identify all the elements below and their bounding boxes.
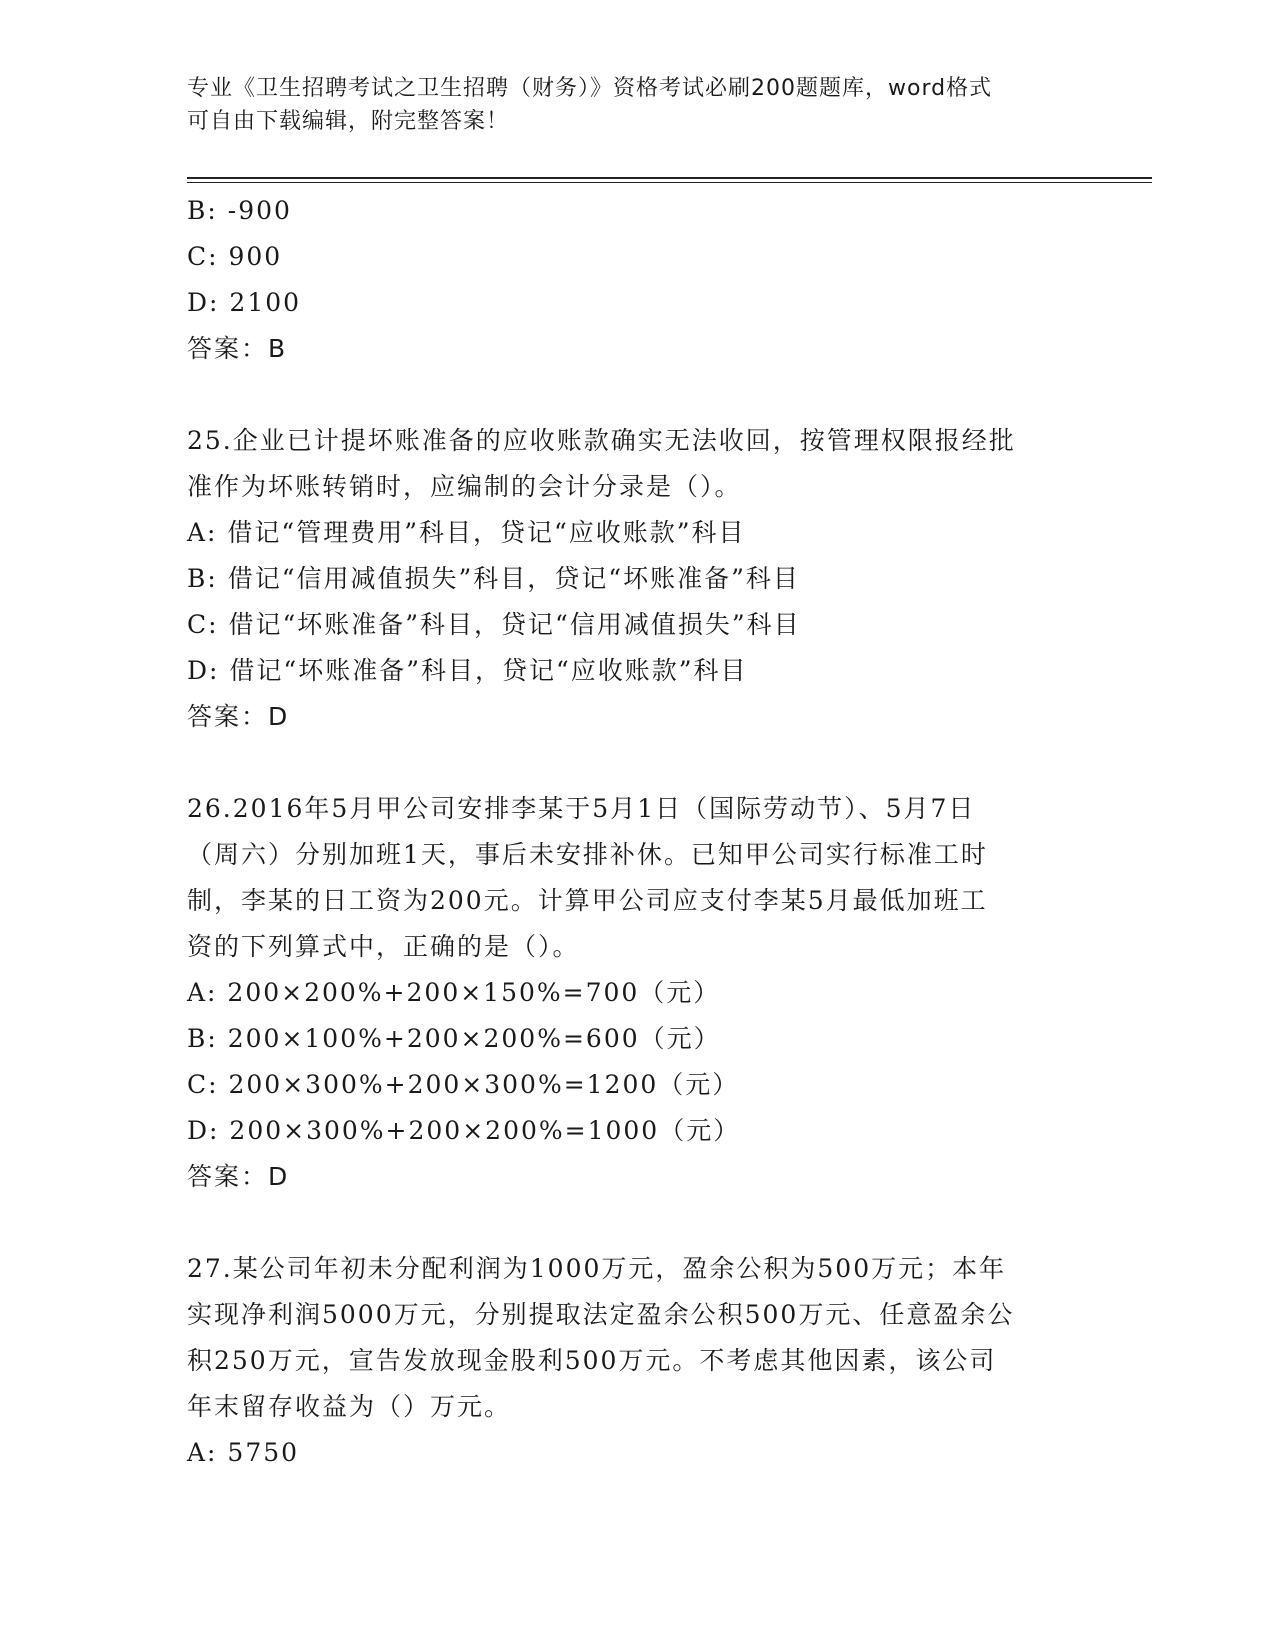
option-c: C: 200×300%+200×300%=1200（元）	[187, 1070, 740, 1099]
option-a: A: 借记“管理费用”科目，贷记“应收账款”科目	[187, 518, 746, 547]
option-d: D: 2100	[187, 288, 302, 317]
answer-line: 答案：D	[187, 1162, 290, 1191]
header-divider-thick	[187, 177, 1152, 179]
question-text-line: 制，李某的日工资为200元。计算甲公司应支付李某5月最低加班工	[187, 886, 988, 915]
question-text-line: 准作为坏账转销时，应编制的会计分录是（）。	[187, 472, 742, 501]
header-line-2: 可自由下载编辑，附完整答案！	[187, 109, 510, 134]
option-b: B: -900	[187, 196, 292, 225]
answer-line: 答案：B	[187, 334, 288, 363]
option-b: B: 借记“信用减值损失”科目，贷记“坏账准备”科目	[187, 564, 800, 593]
question-text-line: 26.2016年5月甲公司安排李某于5月1日（国际劳动节）、5月7日	[187, 794, 976, 823]
question-content	[187, 188, 1087, 1476]
header-line-1: 专业《卫生招聘考试之卫生招聘（财务）》资格考试必刷200题题库，word格式	[187, 76, 993, 101]
question-text-line: （周六）分别加班1天，事后未安排补休。已知甲公司实行标准工时	[187, 840, 988, 869]
header-divider-thin	[187, 182, 1152, 183]
question-25	[187, 418, 1087, 740]
question-text-line: 年末留存收益为（）万元。	[187, 1392, 512, 1421]
question-text-line: 积250万元，宣告发放现金股利500万元。不考虑其他因素，该公司	[187, 1346, 997, 1375]
answer-line: 答案：D	[187, 702, 290, 731]
option-a: A: 5750	[187, 1438, 300, 1467]
question-text-line: 27.某公司年初未分配利润为1000万元，盈余公积为500万元；本年	[187, 1254, 1007, 1283]
question-text-line: 资的下列算式中，正确的是（）。	[187, 932, 580, 961]
option-b: B: 200×100%+200×200%=600（元）	[187, 1024, 721, 1053]
question-27	[187, 1246, 1087, 1476]
prev-question	[187, 188, 1087, 372]
option-a: A: 200×200%+200×150%=700（元）	[187, 978, 721, 1007]
document-header	[187, 72, 1067, 138]
option-c: C: 借记“坏账准备”科目，贷记“信用减值损失”科目	[187, 610, 801, 639]
question-26	[187, 786, 1087, 1200]
option-d: D: 200×300%+200×200%=1000（元）	[187, 1116, 741, 1145]
option-d: D: 借记“坏账准备”科目，贷记“应收账款”科目	[187, 656, 748, 685]
question-text-line: 实现净利润5000万元，分别提取法定盈余公积500万元、任意盈余公	[187, 1300, 1015, 1329]
question-text-line: 25.企业已计提坏账准备的应收账款确实无法收回，按管理权限报经批	[187, 426, 1016, 455]
option-c: C: 900	[187, 242, 283, 271]
